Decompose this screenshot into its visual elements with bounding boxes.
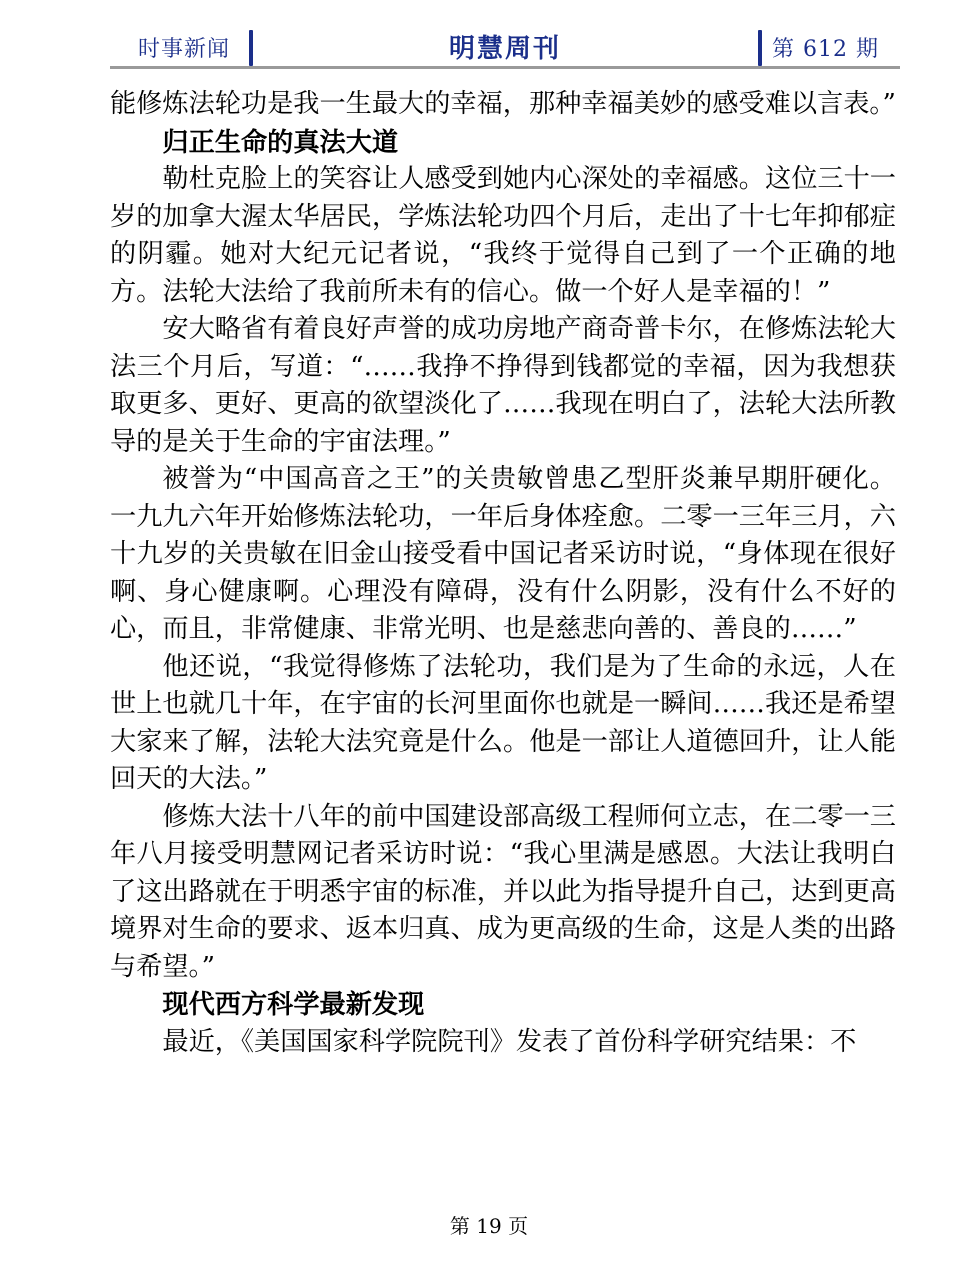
paragraph: 修炼大法十八年的前中国建设部高级工程师何立志，在二零一三年八月接受明慧网记者采访时说：“我心里满是感恩。大法让我明白了这出路就在于明悉宇宙的标准，并以此为指导提升自己，达到更高境界对生命的要求、返本归真、成为更高级的生命，这是人类的出路与希望。”: [110, 801, 896, 982]
issue-number: 第 612 期: [772, 37, 879, 62]
header-rule: [110, 66, 900, 69]
paragraph: 安大略省有着良好声誉的成功房地产商奇普卡尔，在修炼法轮大法三个月后，写道：“……我挣不挣得到钱都觉的幸福，因为我想获取更多、更好、更高的欲望淡化了……我现在明白了，法轮大法所教导的是关于生命的宇宙法理。”: [110, 314, 896, 457]
page-header: [110, 22, 900, 68]
article-body: [110, 86, 896, 1061]
paragraph: 勒杜克脸上的笑容让人感受到她内心深处的幸福感。这位三十一岁的加拿大渥太华居民，学炼法轮功四个月后，走出了十七年抑郁症的阴霾。她对大纪元记者说，“我终于觉得自己到了一个正确的地方。法轮大法给了我前所未有的信心。做一个好人是幸福的！”: [110, 164, 896, 307]
paragraph: 他还说，“我觉得修炼了法轮功，我们是为了生命的永远，人在世上也就几十年，在宇宙的长河里面你也就是一瞬间……我还是希望大家来了解，法轮大法究竟是什么。他是一部让人道德回升，让人能回天的大法。”: [110, 651, 896, 794]
paragraph: 被誉为“中国高音之王”的关贵敏曾患乙型肝炎兼早期肝硬化。一九九六年开始修炼法轮功，一年后身体痊愈。二零一三年三月，六十九岁的关贵敏在旧金山接受看中国记者采访时说，“身体现在很好啊、身心健康啊。心理没有障碍，没有什么阴影，没有什么不好的心，而且，非常健康、非常光明、也是慈悲向善的、善良的……”: [110, 464, 896, 644]
section-heading: 归正生命的真法大道: [162, 126, 399, 158]
paragraph: 最近，《美国国家科学院院刊》发表了首份科学研究结果：不: [162, 1026, 857, 1057]
header-separator-right: [758, 30, 762, 66]
paragraph-continued: 能修炼法轮功是我一生最大的幸福，那种幸福美妙的感受难以言表。”: [110, 89, 896, 119]
publication-title: 明慧周刊: [448, 34, 561, 64]
section-heading: 现代西方科学最新发现: [162, 989, 425, 1020]
section-label: 时事新闻: [138, 37, 231, 62]
page-number: 第 19 页: [449, 1214, 529, 1238]
